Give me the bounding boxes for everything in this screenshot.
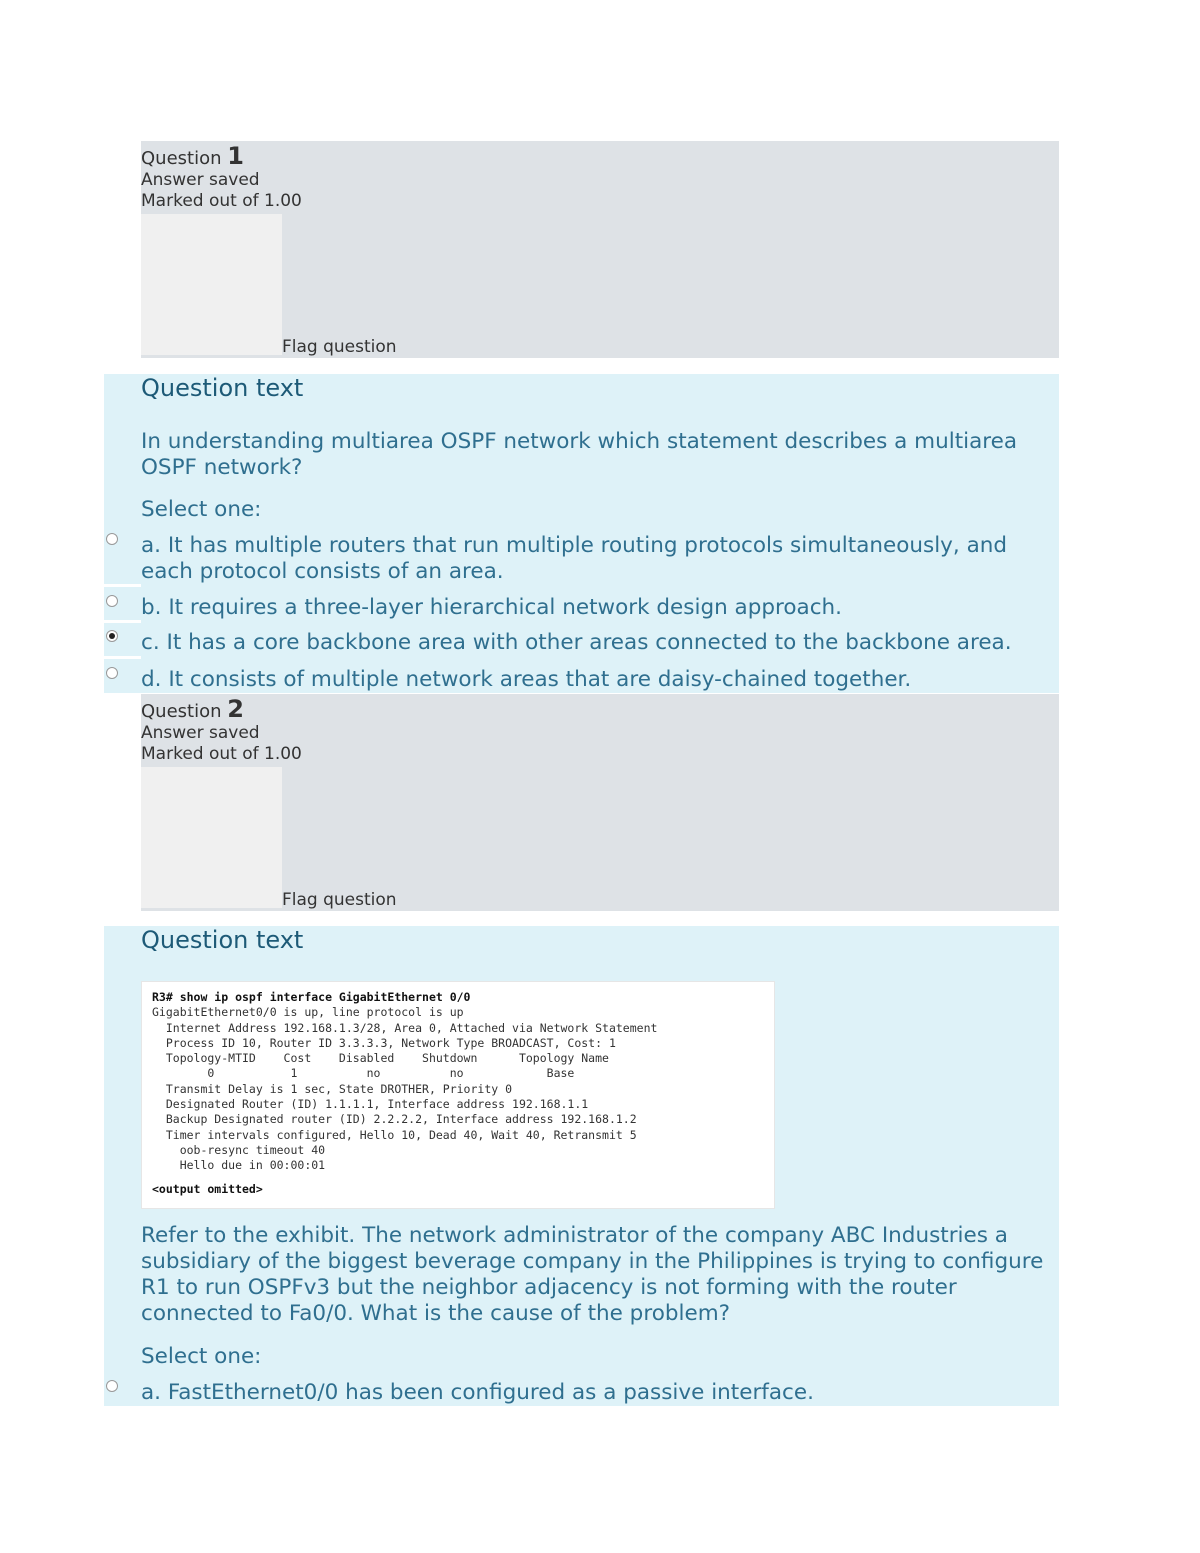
option-label: b. It requires a three-layer hierarchical network design approach. [141,595,842,620]
radio-button-selected[interactable] [106,630,118,642]
exhibit-line: Internet Address 192.168.1.3/28, Area 0, Attached via Network Statement [152,1020,658,1035]
question-number: 1 [227,142,244,170]
question-2-content [104,926,1059,1406]
flag-question-2-link[interactable]: Flag question [282,890,397,910]
question-number: 2 [227,695,244,723]
radio-button[interactable] [106,667,118,679]
question-2-number [141,695,1059,723]
exhibit-line: Hello due in 00:00:01 [152,1158,326,1173]
exhibit-line: oob-resync timeout 40 [152,1142,326,1157]
question-1-select-prompt: Select one: [141,497,262,522]
question-label: Question [141,701,222,722]
exhibit-line: Topology-MTID Cost Disabled Shutdown Topology Name [152,1051,609,1066]
flag-question-1-link[interactable]: Flag question [282,337,397,357]
radio-button[interactable] [106,533,118,545]
question-1-number [141,142,1059,170]
exhibit-line: GigabitEthernet0/0 is up, line protocol is up [152,1005,464,1020]
question-2-grade: Marked out of 1.00 [141,744,302,764]
option-divider [104,620,141,623]
exhibit-cli-output [141,981,775,1209]
exhibit-line: Process ID 10, Router ID 3.3.3.3, Network Type BROADCAST, Cost: 1 [152,1035,616,1050]
question-1-info [141,141,1059,358]
exhibit-line: Timer intervals configured, Hello 10, Dead 40, Wait 40, Retransmit 5 [152,1127,637,1142]
question-2-text: Refer to the exhibit. The network administrator of the company ABC Industries a subsidiary of the biggest beverage company in the Philippines is trying to configure R1 to run OSPFv3 but the neighbor adjacency is not forming with the router connected to Fa0/0. What is the cause of the problem? [141,1223,1044,1326]
option-divider [104,584,141,587]
option-label: a. It has multiple routers that run multiple routing protocols simultaneously, and each protocol consists of an area. [141,533,1008,584]
exhibit-spacer [152,1174,774,1182]
option-divider [104,656,141,659]
option-label: c. It has a core backbone area with other areas connected to the backbone area. [141,630,1012,655]
flag-question-1-box[interactable] [141,214,282,355]
question-label: Question [141,148,222,169]
question-2-info [141,694,1059,911]
question-2-select-prompt: Select one: [141,1344,262,1369]
exhibit-line: Designated Router (ID) 1.1.1.1, Interface address 192.168.1.1 [152,1097,589,1112]
flag-question-2-box[interactable] [141,767,282,908]
radio-button[interactable] [106,1380,118,1392]
exhibit-line: <output omitted> [152,1181,263,1196]
radio-button[interactable] [106,595,118,607]
option-label: a. FastEthernet0/0 has been configured as a passive interface. [141,1380,814,1405]
option-label: d. It consists of multiple network areas that are daisy-chained together. [141,667,912,692]
exhibit-line: Transmit Delay is 1 sec, State DROTHER, Priority 0 [152,1081,513,1096]
question-1-text-title: Question text [141,374,304,402]
question-1-grade: Marked out of 1.00 [141,191,302,211]
question-1-content [104,374,1059,693]
exhibit-line: R3# show ip ospf interface GigabitEthernet 0/0 [152,990,471,1004]
question-1-text: In understanding multiarea OSPF network which statement describes a multiarea OSPF network? [141,429,1018,480]
question-2-state: Answer saved [141,723,260,743]
exhibit-line: 0 1 no no Base [152,1066,575,1081]
question-2-text-title: Question text [141,926,304,954]
question-1-state: Answer saved [141,170,260,190]
exhibit-line: Backup Designated router (ID) 2.2.2.2, Interface address 192.168.1.2 [152,1112,637,1127]
